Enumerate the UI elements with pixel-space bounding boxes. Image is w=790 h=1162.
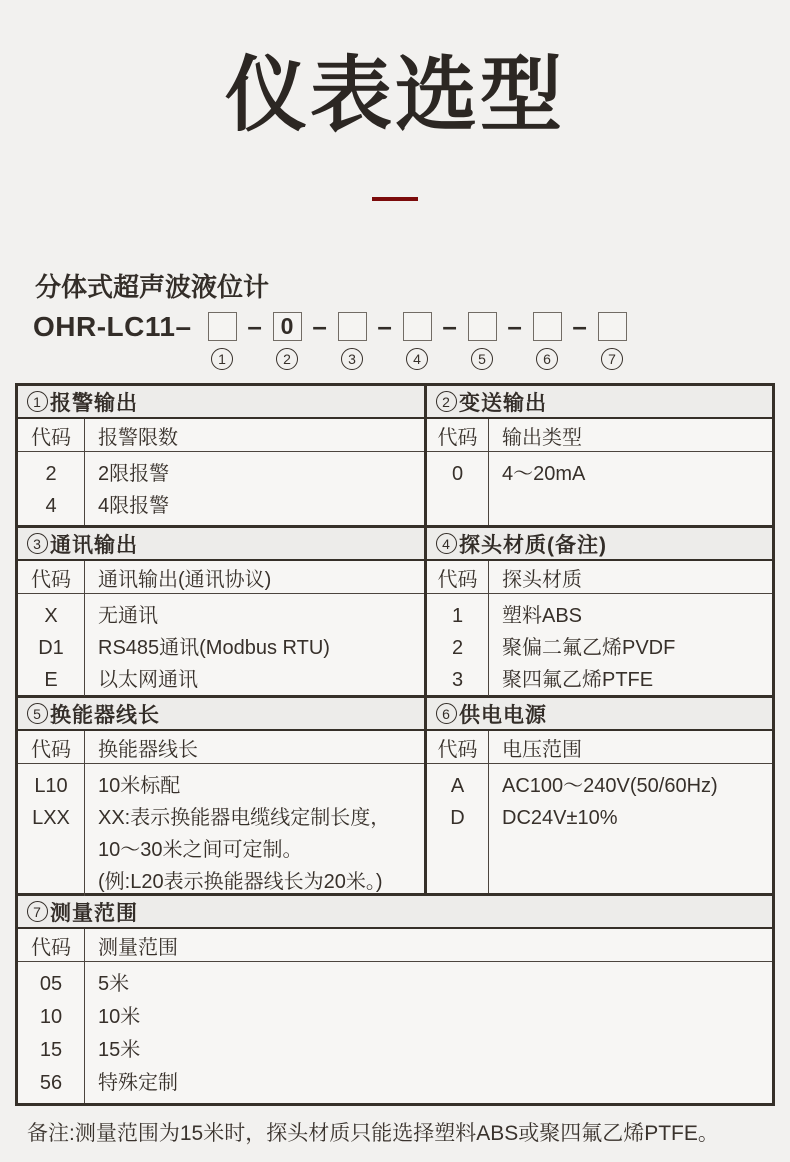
section-alarm-output <box>18 386 424 525</box>
code-cell: 1 <box>451 605 464 627</box>
section-1-column-headers <box>18 419 424 452</box>
desc-cell: 10～30米之间可定制。 <box>98 839 303 861</box>
desc-cell: 聚偏二氟乙烯PVDF <box>502 637 676 659</box>
code-cell: A <box>450 775 465 797</box>
section-communication-output <box>18 528 424 695</box>
model-box-4 <box>403 312 432 341</box>
desc-cell: DC24V±10% <box>502 807 618 829</box>
position-indicator-3: 3 <box>341 348 363 370</box>
model-position-7 <box>598 312 627 370</box>
model-position-1 <box>208 312 237 370</box>
section-6-number-icon: 6 <box>436 703 457 724</box>
desc-cell: 4～20mA <box>502 463 586 485</box>
model-dash: – <box>377 310 392 341</box>
code-cell: 2 <box>45 463 57 485</box>
section-4-number-icon: 4 <box>436 533 457 554</box>
desc-cells <box>85 452 424 525</box>
position-indicator-2: 2 <box>276 348 298 370</box>
model-position-6 <box>533 312 562 370</box>
position-indicator-4: 4 <box>406 348 428 370</box>
desc-column-header: 输出类型 <box>502 426 582 449</box>
code-column-header: 代码 <box>427 419 489 451</box>
model-box-5 <box>468 312 497 341</box>
desc-cell: XX:表示换能器电缆线定制长度， <box>98 807 391 829</box>
section-2-title: 变送输出 <box>459 391 547 415</box>
section-4-header <box>427 528 772 561</box>
code-cell: 4 <box>45 495 57 517</box>
section-6-options <box>427 764 772 893</box>
desc-cell: AC100～240V(50/60Hz) <box>502 775 718 797</box>
section-1-title: 报警输出 <box>50 391 138 415</box>
table-row-block-1 <box>18 386 772 525</box>
position-indicator-7: 7 <box>601 348 623 370</box>
selection-table <box>15 383 775 1106</box>
section-5-options <box>18 764 424 898</box>
code-cell: 2 <box>451 637 464 659</box>
code-cells <box>18 764 85 898</box>
section-5-title: 换能器线长 <box>50 703 160 727</box>
section-3-column-headers <box>18 561 424 594</box>
code-cell: D <box>450 807 465 829</box>
desc-cell: 聚四氟乙烯PTFE <box>502 669 654 691</box>
code-cell: 15 <box>39 1039 63 1061</box>
footer-note: 备注:测量范围为15米时，探头材质只能选择塑料ABS或聚四氟乙烯PTFE。 <box>27 1122 719 1145</box>
section-2-options <box>427 452 772 525</box>
code-cell <box>18 834 84 866</box>
title-divider <box>372 197 418 201</box>
position-indicator-5: 5 <box>471 348 493 370</box>
section-2-header <box>427 386 772 419</box>
code-column-header: 代码 <box>18 731 85 763</box>
model-code <box>33 312 790 370</box>
code-cells <box>427 594 489 696</box>
model-box-2: 0 <box>273 312 302 341</box>
section-1-options <box>18 452 424 525</box>
section-4-column-headers <box>427 561 772 594</box>
model-position-2 <box>273 312 302 370</box>
code-cells <box>427 452 489 525</box>
model-box-1 <box>208 312 237 341</box>
model-box-3 <box>338 312 367 341</box>
desc-cell: 10米标配 <box>98 775 181 797</box>
desc-cell: 无通讯 <box>98 605 158 627</box>
code-cells <box>18 962 85 1103</box>
desc-column-header: 测量范围 <box>98 936 178 959</box>
desc-cell: 15米 <box>98 1039 141 1061</box>
section-2-number-icon: 2 <box>436 391 457 412</box>
product-subtitle: 分体式超声波液位计 <box>35 271 270 302</box>
section-transducer-cable-length <box>18 698 424 893</box>
model-position-4 <box>403 312 432 370</box>
desc-cells <box>489 764 772 893</box>
desc-column-header: 报警限数 <box>98 426 178 449</box>
code-cell: LXX <box>32 807 70 829</box>
desc-cell: 4限报警 <box>98 495 170 517</box>
desc-cells <box>489 594 772 696</box>
code-cell: X <box>44 605 58 627</box>
model-dash: – <box>572 310 587 341</box>
table-row-block-4 <box>18 893 772 1103</box>
section-power-supply <box>427 698 772 893</box>
section-7-header <box>18 896 772 929</box>
section-5-number-icon: 5 <box>27 703 48 724</box>
code-cell: 0 <box>451 463 464 485</box>
section-2-column-headers <box>427 419 772 452</box>
section-3-options <box>18 594 424 696</box>
desc-cell: 以太网通讯 <box>98 669 198 691</box>
section-4-options <box>427 594 772 696</box>
code-cells <box>18 452 85 525</box>
code-cell: 56 <box>39 1072 63 1094</box>
model-dash: – <box>442 310 457 341</box>
code-cells <box>18 594 85 696</box>
section-5-column-headers <box>18 731 424 764</box>
desc-cell: (例:L20表示换能器线长为20米。) <box>98 871 383 893</box>
desc-cell: RS485通讯(Modbus RTU) <box>98 637 330 659</box>
desc-cell: 5米 <box>98 973 130 995</box>
code-cell: 10 <box>39 1006 63 1028</box>
position-indicator-1: 1 <box>211 348 233 370</box>
model-box-7 <box>598 312 627 341</box>
section-6-column-headers <box>427 731 772 764</box>
code-column-header: 代码 <box>18 419 85 451</box>
section-6-header <box>427 698 772 731</box>
code-column-header: 代码 <box>427 561 489 593</box>
desc-cells <box>85 962 772 1103</box>
code-cell: D1 <box>38 637 64 659</box>
desc-column-header: 电压范围 <box>502 738 582 761</box>
code-cell <box>18 866 84 898</box>
code-column-header: 代码 <box>18 929 85 961</box>
model-position-5 <box>468 312 497 370</box>
table-row-block-2 <box>18 525 772 695</box>
code-cell: 05 <box>39 973 63 995</box>
model-box-6 <box>533 312 562 341</box>
desc-column-header: 探头材质 <box>502 568 582 591</box>
desc-cell: 塑料ABS <box>502 605 583 627</box>
section-4-title: 探头材质(备注) <box>459 533 607 557</box>
section-measurement-range <box>18 896 772 1103</box>
desc-cell: 10米 <box>98 1006 141 1028</box>
desc-cell: 特殊定制 <box>98 1072 178 1094</box>
section-3-number-icon: 3 <box>27 533 48 554</box>
section-3-title: 通讯输出 <box>50 533 138 557</box>
code-cell: E <box>44 669 58 691</box>
section-transmit-output <box>427 386 772 525</box>
model-dash: – <box>312 310 327 341</box>
page-title: 仪表选型 <box>224 50 565 141</box>
desc-cells <box>85 764 424 898</box>
code-cell: L10 <box>34 775 68 797</box>
section-5-header <box>18 698 424 731</box>
section-7-title: 测量范围 <box>50 901 138 925</box>
desc-cells <box>489 452 772 525</box>
desc-column-header: 换能器线长 <box>98 738 198 761</box>
section-probe-material <box>427 528 772 695</box>
desc-cell: 2限报警 <box>98 463 170 485</box>
section-7-options <box>18 962 772 1103</box>
model-position-3 <box>338 312 367 370</box>
code-cells <box>427 764 489 893</box>
table-row-block-3 <box>18 695 772 893</box>
section-6-title: 供电电源 <box>459 703 547 727</box>
section-7-column-headers <box>18 929 772 962</box>
desc-cells <box>85 594 424 696</box>
code-column-header: 代码 <box>18 561 85 593</box>
section-7-number-icon: 7 <box>27 901 48 922</box>
model-prefix: OHR-LC11– <box>33 310 192 342</box>
section-1-number-icon: 1 <box>27 391 48 412</box>
section-3-header <box>18 528 424 561</box>
model-dash: – <box>247 310 262 341</box>
code-column-header: 代码 <box>427 731 489 763</box>
section-1-header <box>18 386 424 419</box>
desc-column-header: 通讯输出(通讯协议) <box>98 568 272 591</box>
model-dash: – <box>507 310 522 341</box>
code-cell: 3 <box>451 669 464 691</box>
position-indicator-6: 6 <box>536 348 558 370</box>
